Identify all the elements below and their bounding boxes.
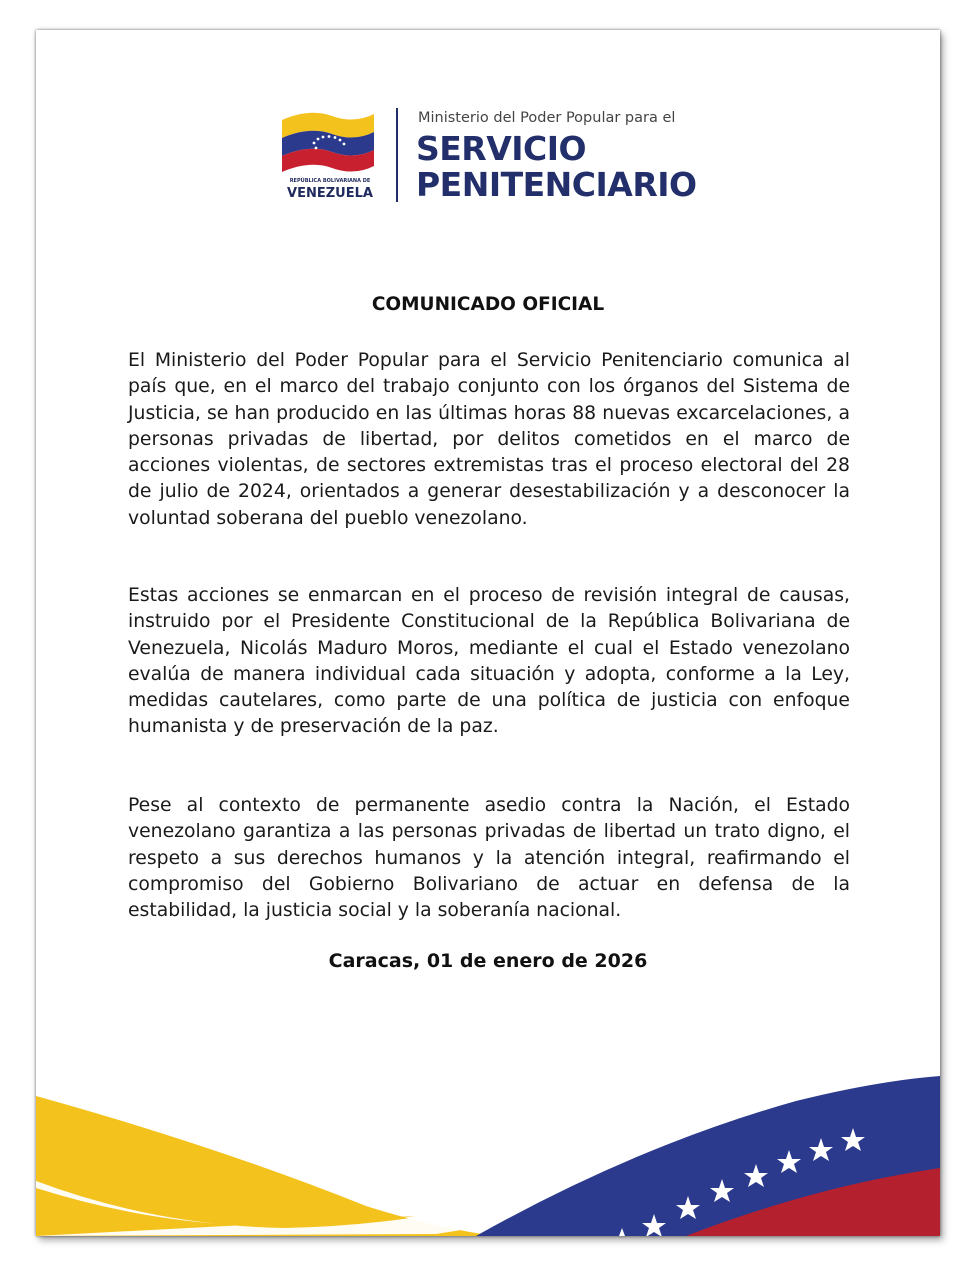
- signoff: Caracas, 01 de enero de 2026: [328, 950, 648, 972]
- ministry-name-line2: PENITENCIARIO: [416, 165, 697, 204]
- ministry-logo: [280, 108, 720, 208]
- document-title: COMUNICADO OFICIAL: [371, 294, 605, 315]
- ministry-prefix: Ministerio del Poder Popular para el: [418, 110, 676, 126]
- emblem-country: VENEZUELA: [287, 186, 373, 201]
- paragraph-1: El Ministerio del Poder Popular para el Servicio Penitenciario comunica al país que, en el marco del trabajo conjunto con los órganos del Sistema de Justicia, se han producido en las últimas horas 88 nuevas excarcelaciones, a personas privadas de libertad, por delitos cometidos en el marco de acciones violentas, de sectores extremistas tras el proceso electoral del 28 de julio de 2024, orientados a generar desestabilización y a desconocer la voluntad soberana del pueblo venezolano.: [128, 350, 850, 529]
- document-page: [36, 30, 940, 1236]
- emblem-small-text: REPÚBLICA BOLIVARIANA DE: [289, 178, 371, 184]
- paragraph-3: Pese al contexto de permanente asedio contra la Nación, el Estado venezolano garantiza a las personas privadas de libertad un trato digno, el respeto a sus derechos humanos y la atención integral, reafirmando el compromiso del Gobierno Bolivariano de actuar en defensa de la estabilidad, la justicia social y la soberanía nacional.: [128, 795, 850, 922]
- paragraph-2: Estas acciones se enmarcan en el proceso de revisión integral de causas, instruido por el Presidente Constitucional de la República Bolivariana de Venezuela, Nicolás Maduro Moros, mediante el cual el Estado venezolano evalúa de manera individual cada situación y adopta, conforme a la Ley, medidas cautelares, como parte de una política de justicia con enfoque humanista y de preservación de la paz.: [128, 585, 850, 738]
- ministry-name-line1: SERVICIO: [416, 129, 587, 168]
- flag-wave-decoration: [36, 1076, 940, 1236]
- logo-divider: [396, 108, 398, 202]
